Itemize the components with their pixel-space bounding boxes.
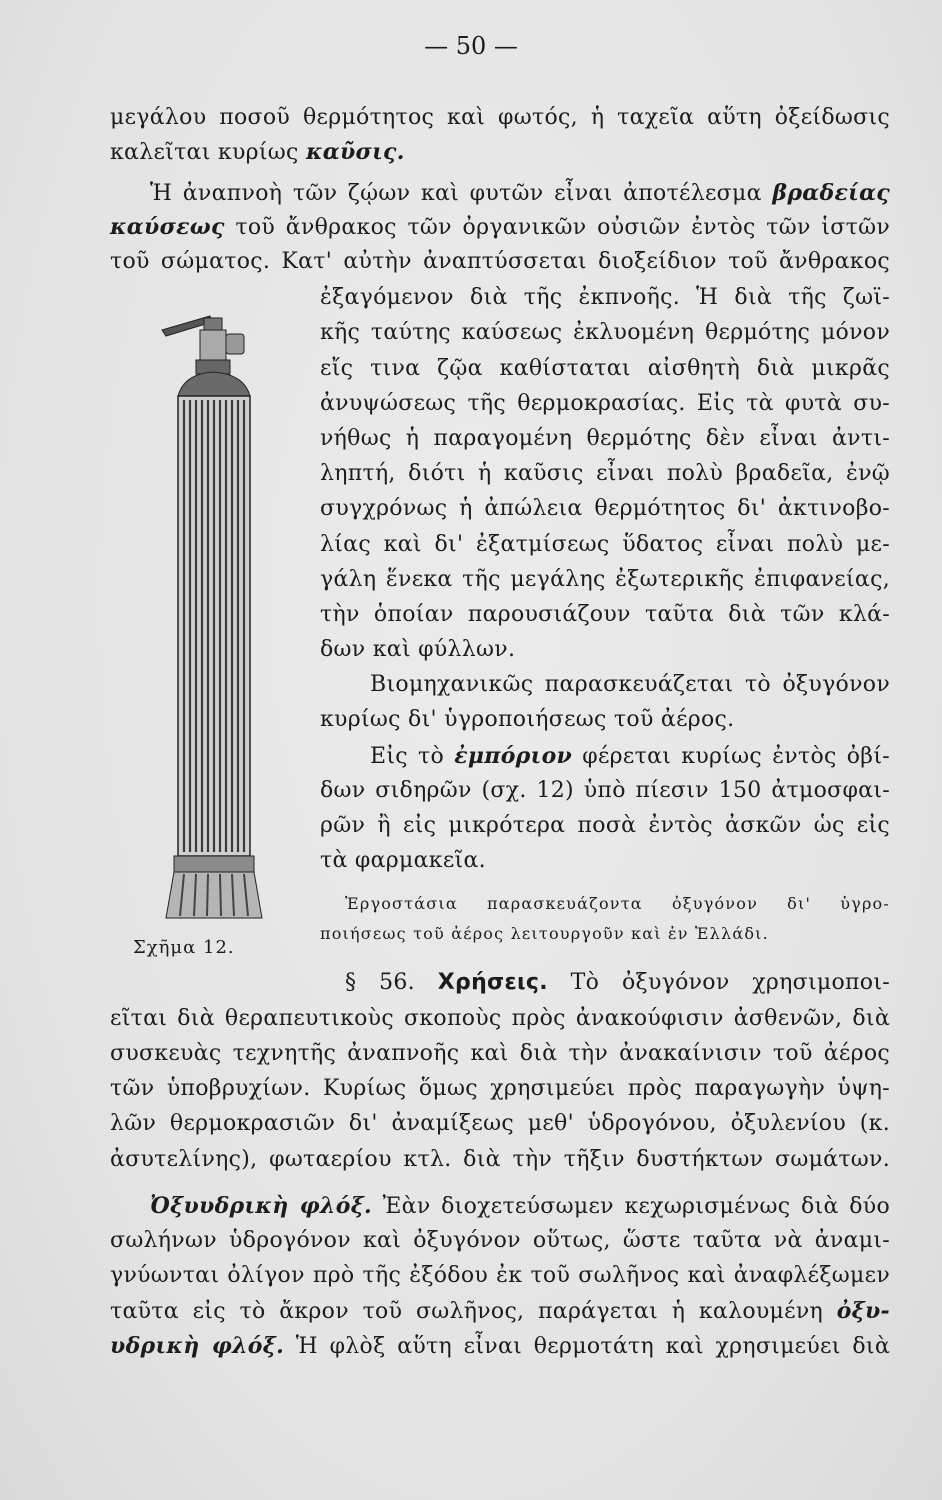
text-line: γάλη ἕνεκα τῆς μεγάλης ἐξωτερικῆς ἐπιφανείας, [320, 567, 890, 592]
text-line [110, 1331, 890, 1362]
text-line: συσκευὰς τεχνητῆς ἀναπνοῆς καὶ διὰ τὴν ἀνακαίνισιν τοῦ ἀέρος [110, 1041, 890, 1066]
section-title: Χρήσεις. [437, 970, 548, 995]
emphasis-term: καῦσις. [305, 139, 405, 165]
text-line: λῶν θερμοκρασιῶν δι' ἀναμίξεως μεθ' ὑδρογόνου, ὀξυλενίου (κ. [110, 1111, 890, 1136]
text-line: κυρίως δι' ὑγροποιήσεως τοῦ ἀέρος. [320, 707, 735, 732]
text-line [110, 1296, 890, 1327]
text-line: μεγάλου ποσοῦ θερμότητος καὶ φωτός, ἡ ταχεῖα αὕτη ὀξείδωσις [110, 105, 890, 130]
emphasis-term: καύσεως [110, 214, 225, 240]
text-line [110, 137, 890, 168]
text-line [370, 741, 890, 772]
text-line: ἐξαγόμενον διὰ τῆς ἐκπνοῆς. Ἡ διὰ τῆς ζωϊ- [320, 285, 890, 310]
text-line: τὴν ὁποίαν παρουσιάζουν ταῦτα διὰ τῶν κλά- [320, 602, 890, 627]
emphasis-term: Ὀξυυδρικὴ φλόξ. [150, 1193, 372, 1219]
text-line: ἀνυψώσεως τῆς θερμοκρασίας. Εἰς τὰ φυτὰ συ- [320, 391, 890, 416]
text-line: λίας καὶ δι' ἐξατμίσεως ὕδατος εἶναι πολὺ με- [320, 532, 890, 557]
text-line: δων σιδηρῶν (σχ. 12) ὑπὸ πίεσιν 150 ἀτμοσφαι- [320, 778, 890, 803]
emphasis-term: ὀξυ- [836, 1298, 890, 1324]
text-line: συγχρόνως ἡ ἀπώλεια θερμότητος δι' ἀκτινοβο- [320, 496, 890, 521]
text-line: τῶν ὑποβρυχίων. Κυρίως ὅμως χρησιμεύει πρὸς παραγωγὴν ὑψη- [110, 1076, 890, 1101]
text-line: σωλήνων ὑδρογόνον καὶ ὀξυγόνον οὕτως, ὥστε ταῦτα νὰ ἀναμι- [110, 1228, 890, 1253]
footnote-line: ποιήσεως τοῦ ἀέρος λειτουργοῦν καὶ ἐν Ἑλλάδι. [320, 924, 769, 943]
text-span: Ἡ ἀναπνοὴ τῶν ζῴων καὶ φυτῶν εἶναι ἀποτέλεσμα [150, 181, 773, 206]
text-line: δων καὶ φύλλων. [320, 637, 516, 662]
text-span: τοῦ ἄνθρακος τῶν ὀργανικῶν οὐσιῶν ἐντὸς τῶν ἱστῶν [224, 215, 890, 240]
emphasis-term: βραδείας [772, 180, 890, 206]
text-span: Ἐὰν διοχετεύσωμεν κεχωρισμένως διὰ δύο [371, 1194, 890, 1219]
text-line [150, 1191, 890, 1222]
text-line: ληπτή, διότι ἡ καῦσις εἶναι πολὺ βραδεῖα, ἐνῷ [320, 461, 890, 486]
text-span: Τὸ ὀξυγόνον χρησιμοποι- [547, 970, 890, 995]
section-number: § 56. [345, 970, 438, 995]
text-line: νήθως ἡ παραγομένη θερμότης δὲν εἶναι ἀντι- [320, 426, 890, 451]
section-heading-line [345, 968, 890, 998]
footnote-line: Ἐργοστάσια παρασκευάζοντα ὀξυγόνον δι' ὑγρο- [345, 894, 890, 913]
text-span: καλεῖται κυρίως [110, 140, 306, 165]
text-span: Εἰς τὸ [370, 744, 455, 769]
text-line: τὰ φαρμακεῖα. [320, 848, 486, 873]
text-line: γνύωνται ὀλίγον πρὸ τῆς ἐξόδου ἐκ τοῦ σωλῆνος καὶ ἀναφλέξωμεν [110, 1263, 890, 1288]
text-line [150, 178, 890, 209]
text-line: ρῶν ἢ εἰς μικρότερα ποσὰ ἐντὸς ἀσκῶν ὡς εἰς [320, 813, 890, 838]
text-span: φέρεται κυρίως ἐντὸς ὀβί- [572, 744, 890, 769]
oxygen-cylinder-illustration [150, 300, 290, 930]
text-line: κῆς ταύτης καύσεως ἐκλυομένη θερμότης μόνον [320, 320, 890, 345]
text-line [110, 212, 890, 243]
text-line: Βιομηχανικῶς παρασκευάζεται τὸ ὀξυγόνον [370, 672, 890, 697]
page-number: — 50 — [424, 32, 518, 60]
text-line: ἀσυτελίνης), φωταερίου κτλ. διὰ τὴν τῆξιν δυστήκτων σωμάτων. [110, 1147, 890, 1172]
text-line: εἴς τινα ζῷα καθίσταται αἰσθητὴ διὰ μικρᾶς [320, 356, 890, 381]
text-line: τοῦ σώματος. Κατ' αὐτὴν ἀναπτύσσεται διοξείδιον τοῦ ἄνθρακος [110, 249, 890, 274]
figure-caption: Σχῆμα 12. [133, 937, 235, 958]
text-span: Ἡ φλὸξ αὕτη εἶναι θερμοτάτη καὶ χρησιμεύει διὰ [284, 1334, 890, 1359]
text-line: εῖται διὰ θεραπευτικοὺς σκοποὺς πρὸς ἀνακούφισιν ἀσθενῶν, διὰ [110, 1006, 890, 1031]
text-span: ταῦτα εἰς τὸ ἄκρον τοῦ σωλῆνος, παράγεται ἡ καλουμένη [110, 1299, 837, 1324]
emphasis-term: υδρικὴ φλόξ. [110, 1333, 285, 1359]
emphasis-term: ἐμπόριον [454, 743, 573, 769]
